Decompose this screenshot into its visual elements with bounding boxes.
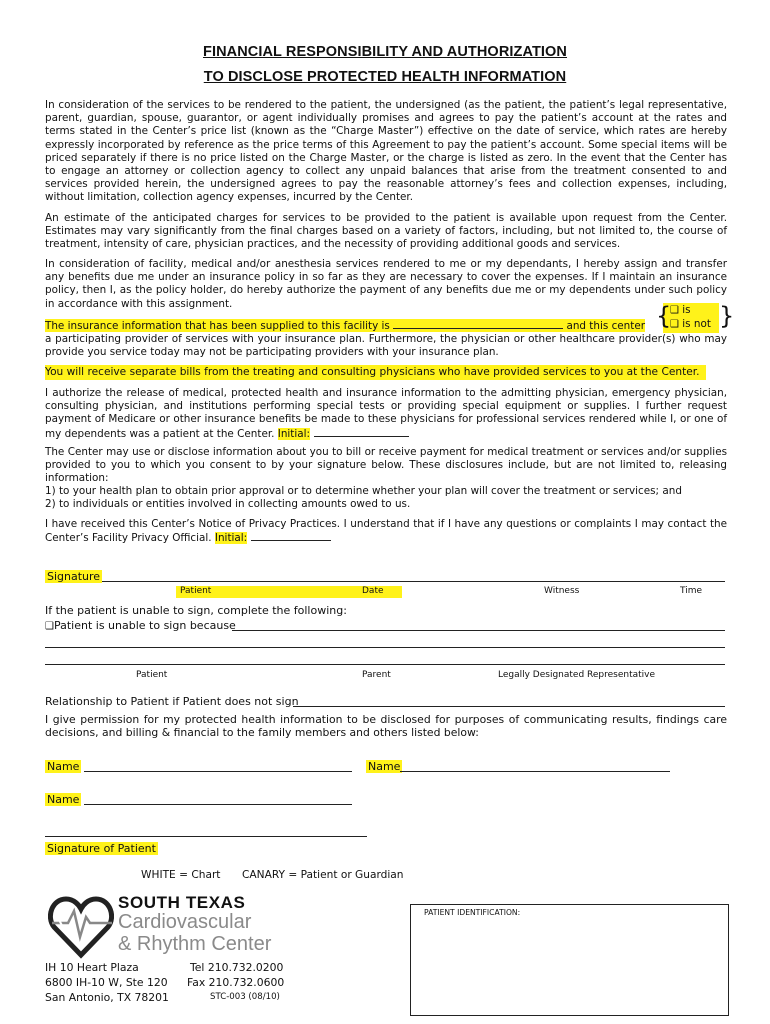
participating-provider-paragraph: a participating provider of services with your insurance plan. Furthermore, the physician or other healthcare provider(s) who may provide you service today may not be participating providers with your insurance plan. bbox=[45, 333, 727, 359]
checkbox-icon[interactable]: ❑ bbox=[45, 621, 54, 632]
name-line-3[interactable] bbox=[84, 804, 352, 805]
financial-responsibility-paragraph: In consideration of the services to be rendered to the patient, the undersigned (as the patient, the patient’s legal representative, parent, guardian, spouse, guarantor, or agent individually promises and agrees to pay the patient’s account at the rates and terms stated in the Center’s price list (known as the “Charge Master”) effective on the date of service, which rates are hereby expressly incorporated by reference as the price terms of this Agreement to pay the patient’s account. Some special items will be priced separately if there is no price listed on the Charge Master, or the charge is listed as zero. In the event that the Center has to engage an attorney or collection agency to collect any unpaid balances that arise from the treatment consented to and services provided herein, the undersigned agrees to pay the reasonable attorney’s fees and collection expenses, including, without limitation, collection agency expenses, incurred by the Center. bbox=[45, 99, 727, 204]
sig-time-caption: Time bbox=[680, 586, 703, 596]
patient-identification-label: PATIENT IDENTIFICATION: bbox=[424, 908, 521, 917]
form-code: STC-003 (08/10) bbox=[210, 992, 280, 1002]
address-line-2: 6800 IH-10 W, Ste 120 bbox=[45, 976, 168, 989]
privacy-notice-text: I have received this Center’s Notice of Privacy Practices. I understand that if I have any questions or complaints I may contact the Center’s Facility Privacy Official. bbox=[45, 518, 727, 545]
disclosure-list-item-1: 1) to your health plan to obtain prior approval or to determine whether your plan will cover the treatment or services; and bbox=[45, 485, 682, 497]
fax: Fax 210.732.0600 bbox=[187, 976, 285, 989]
privacy-notice-paragraph bbox=[45, 518, 727, 545]
rep-ldr-caption: Legally Designated Representative bbox=[498, 670, 656, 680]
use-disclosure-paragraph: The Center may use or disclose information about you to bill or receive payment for medical treatment or services and/or supplies provided to you to which you consent to by your signature below. These disclosures include, but are not limited to, releasing information: bbox=[45, 446, 727, 485]
insurance-info-text: The insurance information that has been supplied to this facility is bbox=[45, 320, 390, 332]
signature-line[interactable] bbox=[102, 581, 725, 582]
sig-witness-caption: Witness bbox=[544, 586, 580, 596]
initial-field-1[interactable] bbox=[314, 427, 409, 437]
right-brace: } bbox=[719, 302, 735, 330]
family-disclosure-paragraph: I give permission for my protected health information to be disclosed for purposes of communicating results, findings care decisions, and billing & financial to the family members and others listed below: bbox=[45, 713, 727, 740]
initial-field-2[interactable] bbox=[251, 531, 331, 541]
rep-patient-caption: Patient bbox=[136, 670, 168, 680]
form-title-line-2: TO DISCLOSE PROTECTED HEALTH INFORMATION bbox=[203, 69, 567, 85]
insurance-info-line bbox=[45, 319, 645, 332]
copy-canary-note: CANARY = Patient or Guardian bbox=[242, 869, 404, 881]
unable-to-sign-heading: If the patient is unable to sign, complete the following: bbox=[45, 604, 347, 617]
copy-white-note: WHITE = Chart bbox=[141, 869, 221, 881]
initial-label-1: Initial: bbox=[277, 427, 311, 440]
left-brace: { bbox=[656, 302, 672, 330]
address-line-1: IH 10 Heart Plaza bbox=[45, 961, 139, 974]
option-is-not[interactable] bbox=[670, 318, 711, 330]
release-authorization-text: I authorize the release of medical, protected health and insurance information to the admitting physician, emergency physician, consulting physician, and institutions performing special tests or providing special equipment or supplies. I further request payment of Medicare or other insurance benefits be made to these physicians for professional services rendered while I, or one of my dependents was a patient at the Center. bbox=[45, 387, 727, 440]
unable-to-sign-label: Patient is unable to sign because bbox=[53, 619, 236, 632]
relationship-line[interactable] bbox=[293, 706, 725, 707]
relationship-label: Relationship to Patient if Patient does not sign bbox=[45, 695, 299, 708]
insurance-center-text: and this center bbox=[566, 320, 645, 332]
patient-identification-box[interactable] bbox=[410, 904, 729, 1016]
insurance-info-blank[interactable] bbox=[393, 319, 563, 329]
rep-parent-caption: Parent bbox=[362, 670, 391, 680]
name-line-2[interactable] bbox=[400, 771, 670, 772]
option-is-label: is bbox=[682, 304, 691, 316]
sig-patient-caption: Patient bbox=[176, 586, 358, 598]
estimate-paragraph: An estimate of the anticipated charges for services to be provided to the patient is available upon request from the Center. Estimates may vary significantly from the final charges based on a variety of factors, including, but not limited to, the course of treatment, intensity of care, physician practices, and the necessity of providing additional goods and services. bbox=[45, 212, 727, 251]
unable-reason-line[interactable] bbox=[232, 630, 725, 631]
logo-name-line-2: Cardiovascular bbox=[118, 911, 252, 933]
disclosure-list-item-2: 2) to individuals or entities involved in collecting amounts owed to us. bbox=[45, 498, 411, 510]
logo-name-line-3: & Rhythm Center bbox=[118, 933, 272, 955]
separate-bills-notice: You will receive separate bills from the treating and consulting physicians who have provided services to you at the Center. bbox=[45, 365, 706, 380]
representative-signature-line[interactable] bbox=[45, 664, 725, 665]
option-is-not-label: is not bbox=[682, 318, 711, 330]
signature-label: Signature bbox=[47, 570, 101, 583]
name-label-2: Name bbox=[368, 760, 401, 773]
option-is[interactable] bbox=[670, 304, 691, 316]
address-line-3: San Antonio, TX 78201 bbox=[45, 991, 169, 1004]
signature-of-patient-label: Signature of Patient bbox=[47, 842, 156, 855]
name-label-3: Name bbox=[47, 793, 80, 806]
checkbox-icon[interactable]: ❑ bbox=[670, 305, 679, 316]
heart-logo-icon bbox=[48, 893, 114, 959]
form-title-line-1: FINANCIAL RESPONSIBILITY AND AUTHORIZATION bbox=[202, 44, 568, 60]
telephone: Tel 210.732.0200 bbox=[190, 961, 284, 974]
patient-signature-line[interactable] bbox=[45, 836, 367, 837]
unable-reason-line-2[interactable] bbox=[45, 647, 725, 648]
unable-to-sign-checkbox[interactable] bbox=[45, 619, 236, 632]
assignment-paragraph: In consideration of facility, medical and/or anesthesia services rendered to me or my dependants, I hereby assign and transfer any benefits due me under an insurance policy in so far as they are necessary to cover the expenses. If I maintain an insurance policy, then I, as the policy holder, do hereby authorize the payment of any benefits due me or my dependents under such policy in accordance with this assignment. bbox=[45, 258, 727, 310]
name-label-1: Name bbox=[47, 760, 80, 773]
name-line-1[interactable] bbox=[84, 771, 352, 772]
sig-date-caption: Date bbox=[358, 586, 402, 598]
initial-label-2: Initial: bbox=[214, 532, 248, 545]
logo-name-line-1: SOUTH TEXAS bbox=[118, 893, 246, 912]
release-authorization-paragraph bbox=[45, 387, 727, 441]
checkbox-icon[interactable]: ❑ bbox=[670, 319, 679, 330]
